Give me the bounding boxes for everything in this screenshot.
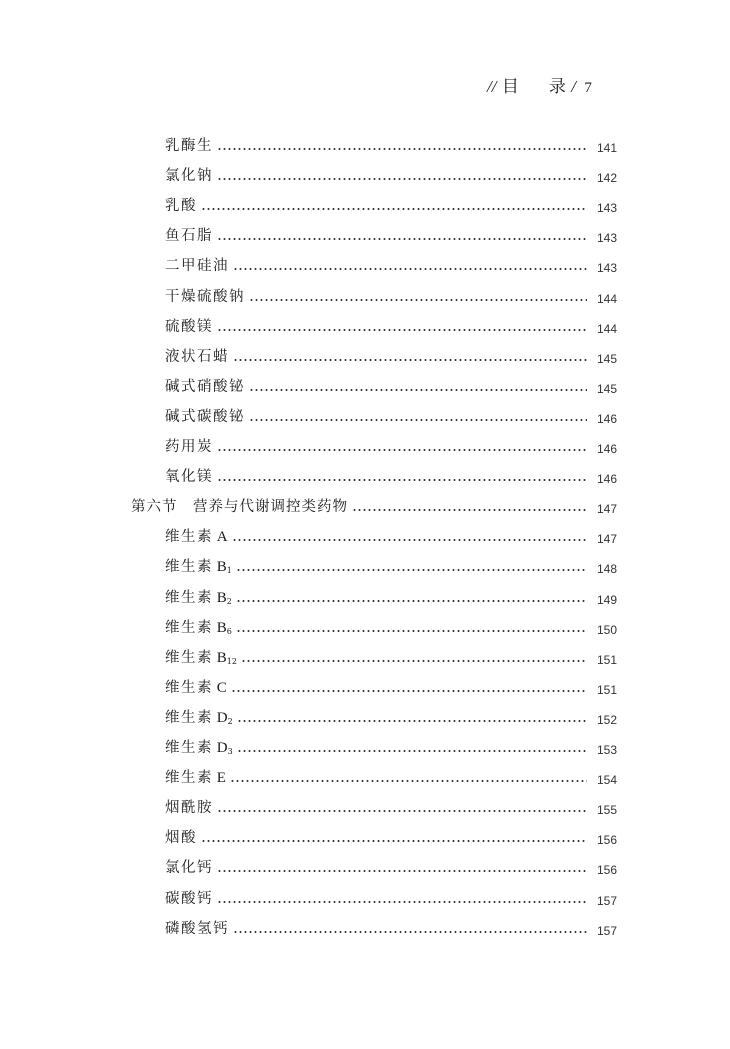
dot-leader	[217, 238, 587, 240]
toc-entry-page-number: 144	[596, 291, 617, 306]
toc-entry-title-text: 维生素	[165, 770, 213, 787]
toc-entry-title-text: 二甲硅油	[165, 258, 229, 275]
toc-entry-title-letter: A	[213, 529, 228, 546]
toc-entry-title-text: 维生素	[165, 529, 213, 546]
toc-entry[interactable]	[165, 583, 617, 607]
toc-entry[interactable]	[165, 432, 617, 456]
dot-leader	[249, 299, 587, 301]
toc-entry[interactable]	[165, 161, 617, 185]
toc-entry[interactable]	[165, 251, 617, 275]
header-page-number: 7	[584, 80, 592, 96]
toc-entry-title	[165, 465, 213, 486]
header-title-right: 录	[548, 77, 566, 97]
toc-entry[interactable]	[165, 884, 617, 908]
toc-entry[interactable]	[165, 673, 617, 697]
toc-entry[interactable]	[165, 191, 617, 215]
toc-entry-title-text: 氧化镁	[165, 469, 213, 486]
dot-leader	[217, 901, 587, 903]
dot-leader	[217, 148, 587, 150]
toc-entry[interactable]	[165, 522, 617, 546]
dot-leader	[237, 750, 587, 752]
toc-entry[interactable]	[165, 733, 617, 757]
toc-entry-title-text: 液状石蜡	[165, 348, 229, 365]
toc-entry-title-subscript: 2	[227, 716, 233, 726]
toc-entry-title-letter: B	[213, 619, 227, 636]
toc-entry-page-number: 157	[596, 893, 617, 908]
dot-leader	[217, 178, 587, 180]
dot-leader	[217, 870, 587, 872]
toc-entry-title	[165, 164, 213, 185]
toc-entry-page-number: 152	[596, 712, 617, 727]
toc-entry-page-number: 146	[596, 442, 617, 456]
dot-leader	[249, 389, 587, 391]
toc-entry-title	[165, 285, 245, 306]
toc-entry-title-text: 维生素	[165, 740, 213, 756]
toc-entry-title-text: 药用炭	[165, 439, 213, 455]
dot-leader	[217, 810, 587, 812]
toc-entry-page-number: 155	[596, 803, 617, 818]
dot-leader	[236, 569, 587, 571]
toc-entry[interactable]	[165, 763, 617, 787]
toc-entry-title	[165, 586, 232, 607]
toc-entry-title-text: 碳酸钙	[165, 890, 213, 907]
toc-entry-title	[165, 405, 245, 426]
toc-entry-page-number: 141	[596, 141, 617, 155]
toc-entry-page-number: 146	[596, 411, 617, 426]
toc-entry[interactable]	[165, 914, 617, 938]
toc-entry[interactable]	[165, 552, 617, 576]
toc-entry-title-text: 氯化钠	[165, 168, 213, 185]
toc-entry-title-text: 烟酸	[165, 830, 197, 847]
dot-leader	[201, 840, 587, 842]
toc-entry-title-text: 硫酸镁	[165, 318, 213, 335]
toc-entry-title	[165, 254, 229, 275]
toc-entry-page-number: 145	[596, 381, 617, 396]
toc-entry[interactable]	[165, 282, 617, 306]
toc-entry-title	[165, 887, 213, 908]
toc-entry-page-number: 143	[596, 261, 617, 276]
toc-entry-page-number: 143	[596, 231, 617, 246]
dot-leader	[352, 509, 587, 511]
dot-leader	[230, 780, 587, 782]
dot-leader	[233, 268, 587, 270]
toc-entry-title	[165, 555, 232, 576]
toc-entry-page-number: 154	[596, 773, 617, 788]
toc-entry-title-text: 氯化钙	[165, 860, 213, 877]
toc-entry-title-letter: D	[213, 740, 228, 756]
toc-entry-title-text: 干燥硫酸钠	[165, 288, 245, 305]
toc-entry-title-text: 维生素	[165, 619, 213, 636]
toc-entry-title-text: 乳酶生	[165, 138, 213, 154]
toc-section-heading[interactable]	[131, 492, 617, 516]
toc-entry-title	[165, 315, 213, 336]
toc-entry-title-subscript: 6	[226, 626, 232, 636]
toc-entry-page-number: 150	[596, 622, 617, 637]
toc-entry-title-text: 鱼石脂	[165, 228, 213, 245]
toc-entry-title	[165, 646, 237, 667]
toc-entry-title	[165, 826, 197, 847]
toc-entry-page-number: 145	[596, 351, 617, 366]
toc-entry-title-text: 第六节 营养与代谢调控类药物	[131, 499, 348, 516]
toc-entry-title-letter: D	[213, 709, 228, 726]
toc-entry[interactable]	[165, 613, 617, 637]
toc-entry-title-text: 乳酸	[165, 198, 197, 215]
toc-entry-page-number: 144	[596, 321, 617, 336]
toc-entry-title	[165, 194, 197, 215]
toc-entry-title-text: 烟酰胺	[165, 800, 213, 817]
dot-leader	[249, 419, 587, 421]
dot-leader	[233, 931, 587, 933]
toc-entry-page-number: 148	[596, 562, 617, 577]
toc-entry-page-number: 142	[596, 171, 617, 186]
toc-entry-page-number: 157	[596, 923, 617, 938]
toc-entry-title-text: 维生素	[165, 649, 213, 666]
toc-entry-page-number: 143	[596, 201, 617, 216]
dot-leader	[236, 630, 587, 632]
toc-entry-title	[165, 224, 213, 245]
toc-entry[interactable]	[165, 793, 617, 817]
toc-entry-title-text: 碱式硝酸铋	[165, 378, 245, 395]
running-header	[487, 72, 592, 97]
toc-entry-title	[165, 736, 233, 757]
toc-entry-title-subscript: 2	[226, 596, 232, 606]
toc-entry-title-subscript: 12	[226, 656, 237, 666]
toc-entry[interactable]	[165, 823, 617, 847]
toc-entry-title	[165, 796, 213, 817]
toc-entry-title	[165, 435, 213, 456]
toc-entry-title	[131, 495, 348, 516]
toc-entry-page-number: 149	[596, 592, 617, 607]
toc-entry-page-number: 156	[596, 863, 617, 878]
toc-entry-title-subscript: 3	[227, 747, 233, 756]
dot-leader	[236, 600, 587, 602]
header-separator: /	[571, 77, 576, 96]
dot-leader	[231, 690, 587, 692]
toc-entry-page-number: 151	[596, 652, 617, 667]
toc-entry-title-text: 维生素	[165, 589, 213, 606]
toc-entry[interactable]	[165, 643, 617, 667]
toc-entry-title-text: 维生素	[165, 679, 213, 696]
toc-entry-title-letter: B	[213, 559, 227, 576]
toc-entry-page-number: 147	[596, 502, 617, 517]
toc-entry-title-subscript: 1	[226, 566, 232, 576]
toc-entry-page-number: 153	[596, 743, 617, 757]
toc-entry-title	[165, 856, 213, 877]
toc-entry-title	[165, 525, 228, 546]
toc-entry[interactable]	[165, 342, 617, 366]
toc-entry-title	[165, 134, 213, 155]
toc-entry[interactable]	[165, 703, 617, 727]
toc-entry-title	[165, 917, 229, 938]
dot-leader	[217, 329, 587, 331]
toc-entry-title-text: 碱式碳酸铋	[165, 408, 245, 425]
dot-leader	[232, 539, 587, 541]
toc-entry-title	[165, 616, 232, 637]
toc-entry[interactable]	[165, 221, 617, 245]
toc-entry-title	[165, 706, 233, 727]
toc-entry-page-number: 147	[596, 532, 617, 547]
toc-entry[interactable]	[165, 462, 617, 486]
toc-entry[interactable]	[165, 402, 617, 426]
toc-entry-title-text: 维生素	[165, 709, 213, 726]
dot-leader	[217, 449, 587, 451]
toc-entry-page-number: 146	[596, 472, 617, 487]
toc-entry-title	[165, 766, 226, 787]
toc-entry[interactable]	[165, 312, 617, 336]
toc-entry[interactable]	[165, 853, 617, 877]
toc-entry-page-number: 156	[596, 833, 617, 848]
dot-leader	[237, 720, 587, 722]
toc-entry-title-text: 磷酸氢钙	[165, 920, 229, 937]
toc-entry-page-number: 151	[596, 682, 617, 697]
dot-leader	[233, 359, 587, 361]
toc-entry[interactable]	[165, 372, 617, 396]
toc-entry[interactable]	[165, 131, 617, 155]
dot-leader	[241, 660, 587, 662]
toc-entry-title	[165, 345, 229, 366]
toc-entry-title-letter: E	[213, 770, 226, 787]
toc-entry-title	[165, 375, 245, 396]
dot-leader	[201, 208, 587, 210]
dot-leader	[217, 479, 587, 481]
toc-entry-title-text: 维生素	[165, 559, 213, 576]
header-prefix: //	[487, 77, 497, 96]
toc-entry-title	[165, 676, 227, 697]
toc-entry-title-letter: B	[213, 589, 227, 606]
toc-entry-title-letter: C	[213, 679, 227, 696]
toc-entry-title-letter: B	[213, 649, 227, 666]
header-title-left: 目	[501, 77, 519, 97]
